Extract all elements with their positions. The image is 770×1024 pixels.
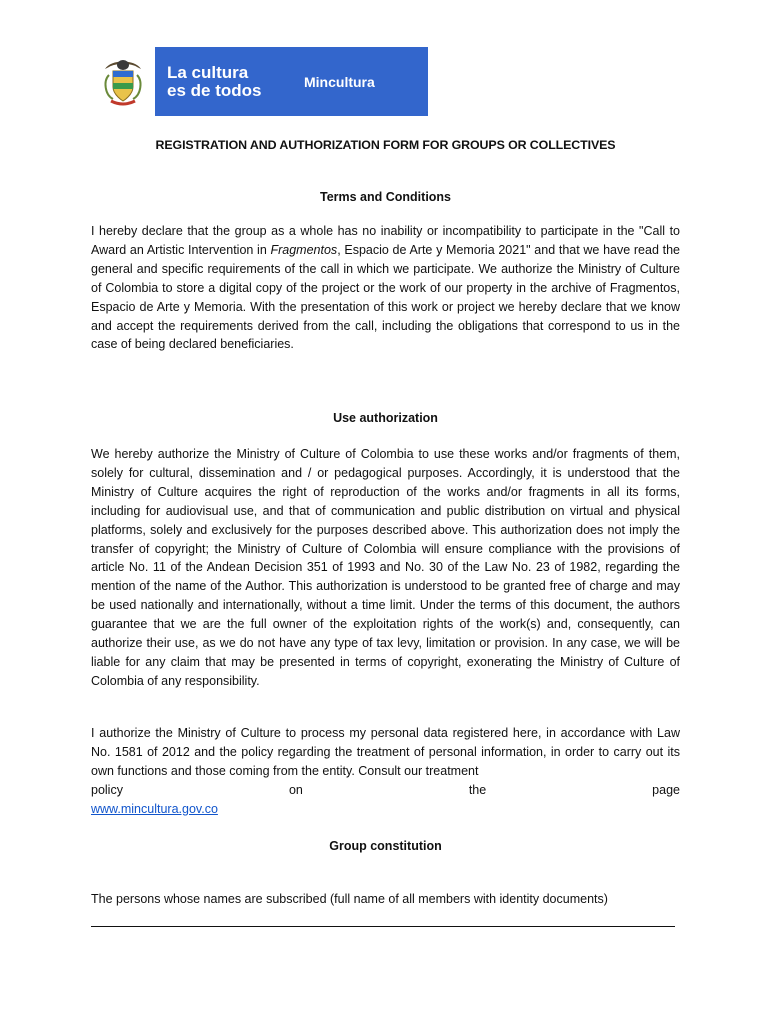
- word-policy: policy: [91, 782, 123, 797]
- slogan-line-2: es de todos: [167, 80, 262, 100]
- ministry-banner: [91, 47, 428, 116]
- terms-italic: Fragmentos: [270, 242, 338, 257]
- word-on: on: [288, 782, 303, 797]
- mincultura-link[interactable]: www.mincultura.gov.co: [91, 801, 218, 816]
- terms-heading: Terms and Conditions: [319, 190, 452, 204]
- signature-line[interactable]: [91, 926, 675, 927]
- brand-name: Mincultura: [304, 73, 375, 90]
- slogan: [167, 64, 285, 100]
- group-constitution-heading: Group constitution: [329, 839, 442, 853]
- group-constitution-text: The persons whose names are subscribed (full name of all members with identity documents): [91, 892, 608, 906]
- word-page: page: [652, 782, 680, 797]
- data-processing-text: I authorize the Ministry of Culture to process my personal data registered here, in accordance with Law No. 1581 of 2012 and the policy regarding the treatment of personal information, in order to carry out its own functions and those coming from the entity. Consult our treatment: [91, 726, 680, 778]
- terms-paragraph: [91, 222, 680, 354]
- terms-text-end: , Espacio de Arte y Memoria 2021" and that we have read the general and specific requirements of the call in which we participate. We authorize the Ministry of Culture of Colombia to store a digital copy of the project or the work of our property in the archive of Fragmentos, Espacio de Arte y Memoria. With the presentation of this work or project we hereby declare that we know and accept the requirements derived from the call, including the obligations that correspond to us in the case of being declared beneficiaries.: [91, 242, 680, 352]
- use-authorization-paragraph: We hereby authorize the Ministry of Culture of Colombia to use these works and/or fragments of them, solely for cultural, dissemination and / or pedagogical purposes. Accordingly, it is understood that the Ministry of Culture acquires the right of reproduction of the works and/or fragments in all its forms, including for audiovisual use, and that of communication and public distribution on virtual and physical platforms, solely and exclusively for the purposes described above. This authorization does not imply the transfer of copyright; the Ministry of Culture of Colombia will ensure compliance with the provisions of article No. 11 of the Andean Decision 351 of 1993 and No. 30 of the Law No. 23 of 1982, regarding the mention of the name of the Author. This authorization is understood to be granted free of charge and may be used nationally and internationally, without a time limit. Under the terms of this document, the authors guarantee that we are the full owner of the exploitation rights of the work(s) and, consequently, can authorize their use, as we do not have any type of tax levy, limitation or provision. In any case, we will be liable for any claim that may be presented in terms of copyright, exonerating the Ministry of Culture of Colombia of any responsibility.: [91, 447, 680, 688]
- use-authorization-heading: Use authorization: [333, 411, 438, 425]
- consult-line: [91, 781, 680, 800]
- terms-text-start: I hereby declare that the group as a whole has no inability or incompatibility to participate in the "Call to Award an Artistic Intervention in: [91, 224, 680, 257]
- coat-of-arms-logo: [91, 47, 155, 116]
- word-the: the: [468, 782, 487, 797]
- data-processing-paragraph: [91, 724, 680, 819]
- document-title: REGISTRATION AND AUTHORIZATION FORM FOR GROUPS OR COLLECTIVES: [155, 138, 616, 152]
- slogan-line-1: La cultura: [167, 62, 249, 82]
